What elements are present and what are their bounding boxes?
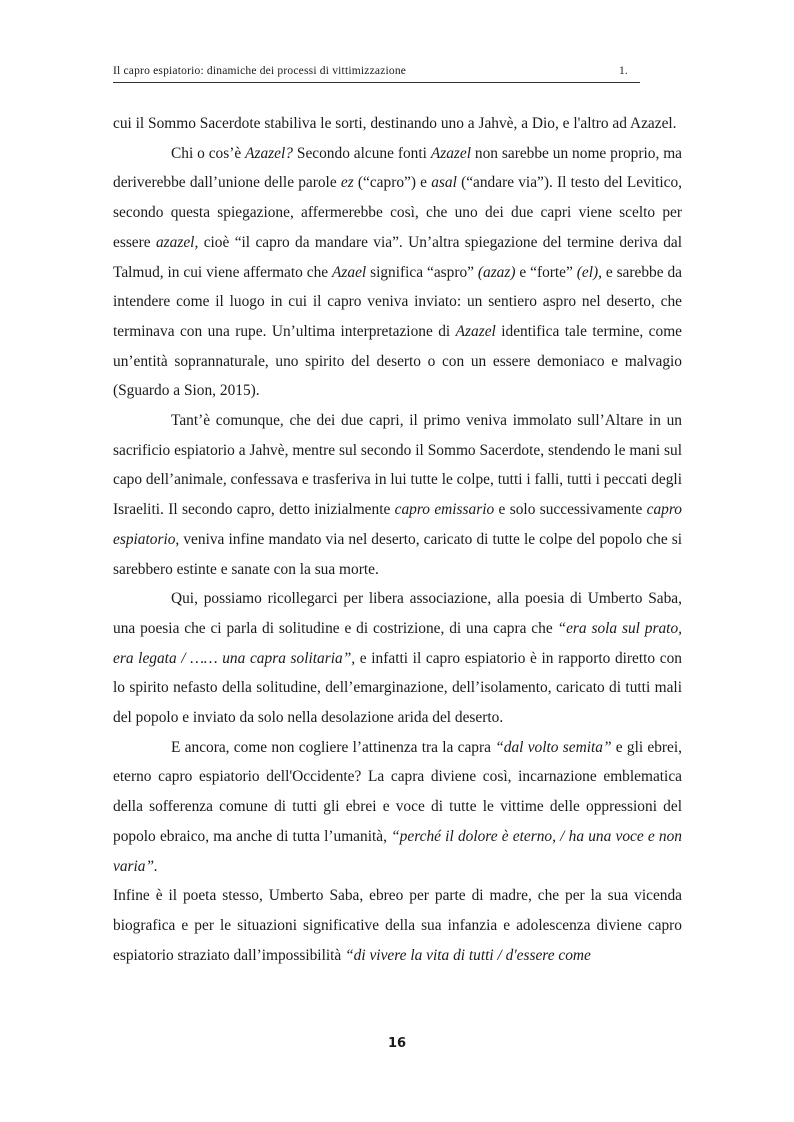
italic-text: capro espiatorio, <box>113 501 682 548</box>
text-run: cui il Sommo Sacerdote stabiliva le sorti, destinando uno a Jahvè, a Dio, e l'altro ad Azazel. <box>113 115 677 132</box>
italic-text: azazel, <box>155 233 199 251</box>
italic-text: capro emissario <box>394 501 495 519</box>
text-run: e solo successivamente <box>494 501 647 519</box>
text-run: E ancora, come non cogliere l’attinenza tra la capra <box>171 738 496 756</box>
italic-text: “perché il dolore è eterno, / ha una voce e non varia”. <box>113 827 683 875</box>
text-run: non sarebbe un nome proprio, ma deriverebbe dall’unione delle parole <box>113 144 683 192</box>
italic-text: (azaz) <box>477 263 516 281</box>
paragraph <box>113 109 682 139</box>
text-run: e gli ebrei, eterno capro espiatorio dell'Occidente? La capra diviene così, incarnazione emblematica della sofferenza comune di tutti gli ebrei e voce di tutte le vittime delle oppressioni del popolo ebraico, ma anche di tutta l’umanità, <box>113 738 682 845</box>
paragraph <box>113 406 682 584</box>
italic-text: asal <box>431 174 457 192</box>
italic-text: Azazel? <box>245 144 293 162</box>
italic-text: Azael <box>332 263 367 281</box>
text-run: significa “aspro” <box>366 263 478 281</box>
italic-text: “dal volto semita” <box>495 738 612 756</box>
text-run: Secondo alcune fonti <box>292 144 431 162</box>
text-run: e sarebbe da intendere come il luogo in cui il capro veniva inviato: un sentiero aspro nel deserto, che terminava con una rupe. Un’ultima interpretazione di <box>113 263 682 340</box>
text-run: Qui, possiamo ricollegarci per libera associazione, alla poesia di Umberto Saba, una poesia che ci parla di solitudine e di costrizione, di una capra che <box>113 590 682 637</box>
italic-text: “era sola sul prato, era legata / …… una capra solitaria”, <box>113 619 682 667</box>
text-run: Chi o cos’è <box>171 144 246 162</box>
text-run: e “forte” <box>515 263 577 281</box>
text-run: Infine è il poeta stesso, Umberto Saba, ebreo per parte di madre, che per la sua vicenda biografica e per le situazioni significative della sua infanzia e adolescenza diviene capro espiatorio straziato dall’impossibilità <box>113 887 682 964</box>
page-number: 16 <box>387 1036 407 1051</box>
text-run: Tant’è comunque, che dei due capri, il primo veniva immolato sull’Altare in un sacrificio espiatorio a Jahvè, mentre sul secondo il Sommo Sacerdote, stendendo le mani sul capo dell’animale, confessava e trasferiva in lui tutte le colpe, tutti i falli, tutti i peccati degli Israeliti. Il secondo capro, detto inizialmente <box>113 412 682 519</box>
text-run: (“andare via”). Il testo del Levitico, secondo questa spiegazione, affermerebbe così, che uno dei due capri viene scelto per essere <box>113 174 683 251</box>
italic-text: Azazel <box>455 322 496 340</box>
italic-text: ez <box>340 174 354 192</box>
running-header-title: Il capro espiatorio: dinamiche dei processi di vittimizzazione <box>113 65 407 77</box>
italic-text: Azazel <box>430 144 471 162</box>
text-run: (“capro”) e <box>353 174 432 192</box>
body-text <box>113 109 682 970</box>
paragraph <box>113 584 682 733</box>
paragraph <box>113 881 682 970</box>
italic-text: (el), <box>576 263 602 281</box>
text-run: cioè “il capro da mandare via”. Un’altra spiegazione del termine deriva dal Talmud, in cui viene affermato che <box>113 233 682 281</box>
text-run: veniva infine mandato via nel deserto, caricato di tutte le colpe del popolo che si sarebbero estinte e sanate con la sua morte. <box>113 530 682 578</box>
text-run: e infatti il capro espiatorio è in rapporto diretto con lo spirito nefasto della solitudine, dell’emarginazione, dell’isolamento, caricato di tutti mali del popolo e inviato da solo nella desolazione arida del deserto. <box>113 649 682 727</box>
running-header-chapter: 1. <box>618 65 628 77</box>
paragraph <box>113 139 682 406</box>
running-header <box>113 64 640 83</box>
italic-text: “di vivere la vita di tutti / d'essere come <box>345 946 591 964</box>
text-run: identifica tale termine, come un’entità soprannaturale, uno spirito del deserto o con un essere demoniaco e malvagio (Sguardo a Sion, 2015). <box>113 322 682 400</box>
paragraph <box>113 733 682 882</box>
